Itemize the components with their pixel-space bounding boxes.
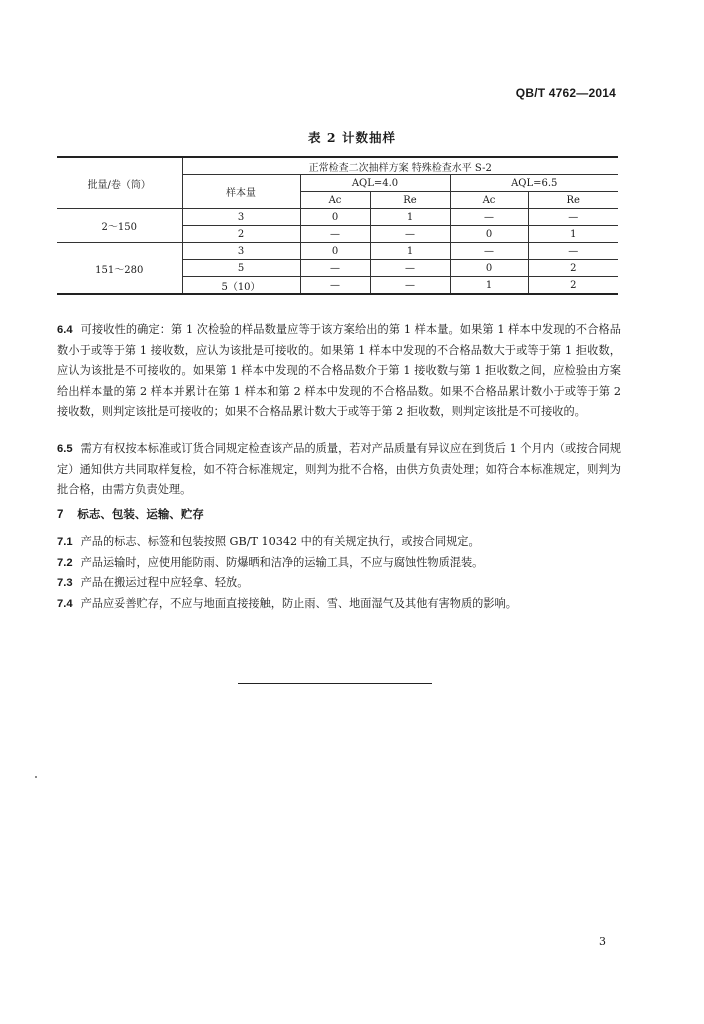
clause-number: 7.1 (57, 536, 73, 548)
header-re: Re (528, 192, 618, 209)
clause-text: 产品运输时，应使用能防雨、防爆晒和洁净的运输工具，不应与腐蚀性物质混装。 (80, 555, 484, 569)
table-row (57, 243, 618, 260)
list-item (57, 573, 621, 594)
clause-number: 7.4 (57, 597, 73, 610)
sample-cell: 3 (182, 209, 300, 226)
value-cell: 0 (450, 260, 528, 277)
clause-text: 可接收性的确定：第 1 次检验的样品数量应等于该方案给出的第 1 样本量。如果第 1 样本中发现的不合格品数小于或等于第 1 接收数，应认为该批是可接收的。如果第 1 样本中发现的不合格品数大于或等于第 1 拒收数，应认为该批是不可接收的。如果第 1 样本中发现的不合格品数介于第 1 接收数与第 1 拒收数之间，应检验由方案给出样本量的第 2 样本并累计在第 1 样本和第 2 样本中发现的不合格品数。如果不合格品累计数小于或等于第 2 接收数，则判定该批是可接收的；如果不合格品累计数大于或等于第 2 拒收数，则判定该批是不可接收的。 (57, 323, 621, 418)
header-aql-2: AQL=6.5 (450, 175, 618, 192)
sample-cell: 5（10） (182, 277, 300, 295)
value-cell: — (370, 277, 450, 295)
value-cell: — (528, 243, 618, 260)
sample-cell: 3 (182, 243, 300, 260)
table-row (57, 209, 618, 226)
value-cell: 1 (528, 226, 618, 243)
header-aql-1: AQL=4.0 (300, 175, 450, 192)
table-title: 表 2 计数抽样 (308, 130, 396, 145)
header-scheme: 正常检查二次抽样方案 特殊检查水平 S-2 (182, 157, 618, 175)
value-cell: 0 (300, 243, 370, 260)
header-batch: 批量/卷（筒） (57, 157, 182, 209)
value-cell: — (300, 260, 370, 277)
sample-cell: 5 (182, 260, 300, 277)
value-cell: — (300, 226, 370, 243)
batch-cell: 151～280 (57, 243, 182, 295)
list-item (57, 594, 621, 615)
clause-text: 产品的标志、标签和包装按照 GB/T 10342 中的有关规定执行，或按合同规定。 (80, 535, 480, 548)
clause-number: 6.5 (57, 443, 73, 455)
sample-cell: 2 (182, 226, 300, 243)
batch-cell: 2～150 (57, 209, 182, 243)
clause-number: 7.2 (57, 556, 73, 569)
header-ac: Ac (450, 192, 528, 209)
section-heading (57, 506, 204, 522)
clause-6-4 (57, 320, 621, 423)
value-cell: — (528, 209, 618, 226)
header-ac: Ac (300, 192, 370, 209)
clause-6-5 (57, 439, 621, 501)
scan-speck (35, 776, 37, 778)
list-item (57, 532, 621, 553)
clause-text: 产品应妥善贮存，不应与地面直接接触，防止雨、雪、地面湿气及其他有害物质的影响。 (80, 596, 517, 610)
sampling-table (57, 156, 618, 295)
standard-code: QB/T 4762—2014 (515, 86, 616, 100)
table-header-row (57, 157, 618, 175)
clause-text: 需方有权按本标准或订货合同规定检查该产品的质量，若对产品质量有异议应在到货后 1 个月内（或按合同规定）通知供方共同取样复检，如不符合标准规定，则判为批不合格，由供方负责处理；如符合本标准规定，则判为批合格，由需方负责处理。 (57, 442, 621, 496)
value-cell: 2 (528, 260, 618, 277)
value-cell: — (300, 277, 370, 295)
value-cell: — (370, 226, 450, 243)
section-number: 7 (57, 509, 64, 521)
clause-number: 7.3 (57, 577, 73, 589)
value-cell: — (450, 243, 528, 260)
header-sample: 样本量 (182, 175, 300, 209)
clause-list (57, 532, 621, 614)
value-cell: 1 (370, 209, 450, 226)
value-cell: — (450, 209, 528, 226)
value-cell: 2 (528, 277, 618, 295)
value-cell: 0 (450, 226, 528, 243)
value-cell: 1 (450, 277, 528, 295)
end-rule (238, 683, 432, 684)
clause-text: 产品在搬运过程中应轻拿、轻放。 (80, 576, 249, 589)
value-cell: — (370, 260, 450, 277)
value-cell: 0 (300, 209, 370, 226)
list-item (57, 553, 621, 574)
section-title: 标志、包装、运输、贮存 (77, 507, 204, 521)
header-re: Re (370, 192, 450, 209)
value-cell: 1 (370, 243, 450, 260)
page-number: 3 (599, 935, 606, 948)
clause-number: 6.4 (57, 324, 73, 336)
